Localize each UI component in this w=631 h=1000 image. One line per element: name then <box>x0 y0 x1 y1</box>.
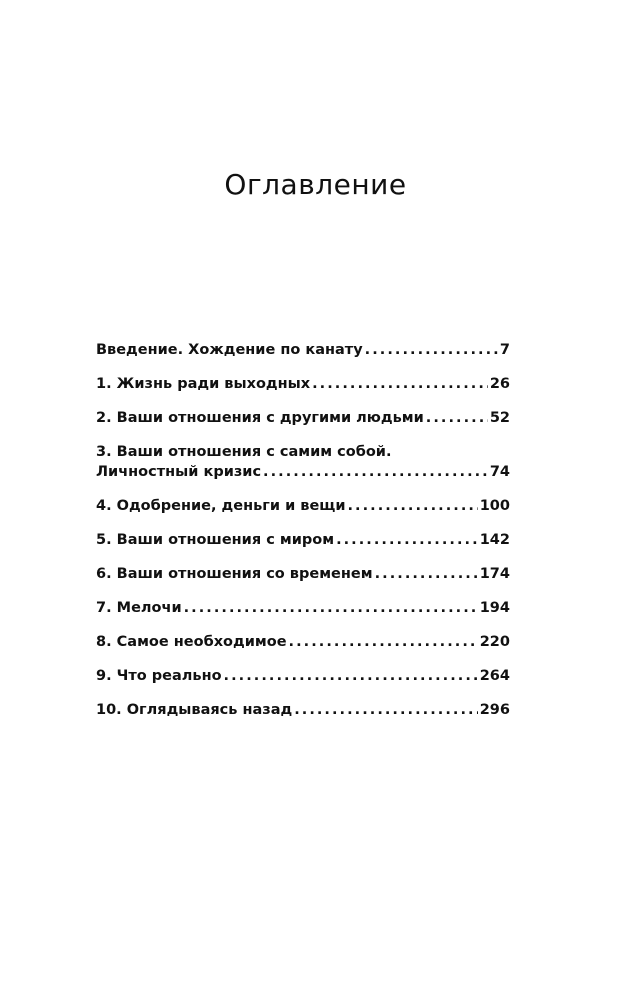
toc-entry-title-line-1: 3. Ваши отношения с самим собой. <box>96 444 392 460</box>
toc-entry-title: 5. Ваши отношения с миром <box>96 532 335 548</box>
toc-entry-page-number: 296 <box>479 702 510 718</box>
toc-entry-chapter-10[interactable] <box>96 700 510 720</box>
dot-leader <box>375 564 478 584</box>
toc-entry-page-number: 7 <box>499 342 510 358</box>
toc-entry-chapter-8[interactable] <box>96 632 510 652</box>
toc-entry-page-number: 220 <box>479 634 510 650</box>
toc-entry-line <box>96 530 510 550</box>
dot-leader <box>336 530 478 550</box>
dot-leader <box>365 340 498 360</box>
toc-entry-title: 4. Одобрение, деньги и вещи <box>96 498 346 514</box>
dot-leader <box>426 408 488 428</box>
dot-leader <box>224 666 478 686</box>
toc-entry-chapter-5[interactable] <box>96 530 510 550</box>
toc-entry-page-number: 264 <box>479 668 510 684</box>
toc-entry-line <box>96 666 510 686</box>
toc-entry-chapter-9[interactable] <box>96 666 510 686</box>
toc-entry-chapter-3[interactable] <box>96 442 510 482</box>
toc-entry-page-number: 26 <box>489 376 510 392</box>
toc-entry-title: 10. Оглядываясь назад <box>96 702 293 718</box>
toc-entry-page-number: 52 <box>489 410 510 426</box>
toc-entry-title: 7. Мелочи <box>96 600 182 616</box>
dot-leader <box>294 700 478 720</box>
toc-entry-chapter-4[interactable] <box>96 496 510 516</box>
dot-leader <box>347 496 477 516</box>
toc-entry-line <box>96 598 510 618</box>
toc-entry-line <box>96 374 510 394</box>
dot-leader <box>184 598 478 618</box>
toc-entry-introduction[interactable] <box>96 340 510 360</box>
toc-entry-line <box>96 496 510 516</box>
toc-entry-chapter-7[interactable] <box>96 598 510 618</box>
toc-entry-title: 2. Ваши отношения с другими людьми <box>96 410 424 426</box>
toc-entry-page-number: 100 <box>479 498 510 514</box>
toc-entry-title: Введение. Хождение по канату <box>96 342 363 358</box>
toc-entry-line <box>96 340 510 360</box>
toc-entry-page-number: 142 <box>479 532 510 548</box>
toc-entry-line <box>96 462 510 482</box>
toc-entry-page-number: 74 <box>489 464 510 480</box>
toc-entry-chapter-2[interactable] <box>96 408 510 428</box>
toc-entry-title: 1. Жизнь ради выходных <box>96 376 311 392</box>
toc-entry-title: Личностный кризис <box>96 464 262 480</box>
toc-entry-line <box>96 632 510 652</box>
table-of-contents <box>96 340 510 734</box>
toc-entry-chapter-1[interactable] <box>96 374 510 394</box>
toc-entry-title: 6. Ваши отношения со временем <box>96 566 373 582</box>
toc-entry-line <box>96 408 510 428</box>
dot-leader <box>289 632 478 652</box>
dot-leader <box>312 374 488 394</box>
toc-entry-line <box>96 700 510 720</box>
page-title: Оглавление <box>224 168 407 201</box>
toc-entry-page-number: 174 <box>479 566 510 582</box>
toc-entry-line <box>96 564 510 584</box>
dot-leader <box>263 462 488 482</box>
toc-entry-chapter-6[interactable] <box>96 564 510 584</box>
toc-entry-title: 9. Что реально <box>96 668 222 684</box>
toc-entry-page-number: 194 <box>479 600 510 616</box>
toc-entry-title: 8. Самое необходимое <box>96 634 287 650</box>
